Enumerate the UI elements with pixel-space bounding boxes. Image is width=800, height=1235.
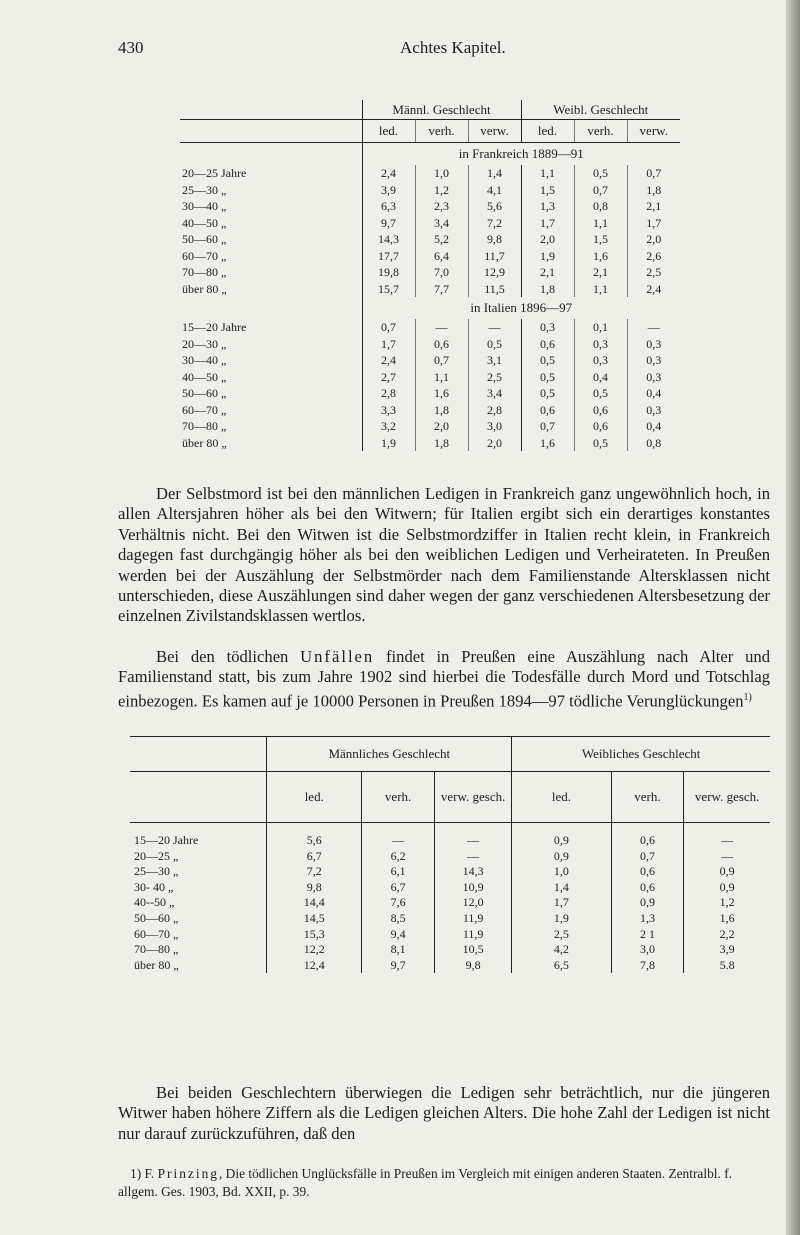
- table-cell: 1,0: [512, 864, 611, 880]
- table-cell: 3,1: [468, 352, 521, 369]
- table-cell: 7,0: [415, 264, 468, 281]
- table-cell: 9,8: [468, 231, 521, 248]
- table-cell: 0,5: [574, 385, 627, 402]
- table-row: [130, 927, 770, 943]
- table1-group-male: Männl. Geschlecht: [362, 100, 521, 120]
- table-cell: 14,4: [267, 895, 362, 911]
- footnote-ref: 1): [743, 691, 752, 703]
- age-label: 60—70 „: [134, 926, 179, 941]
- table-cell: 0,7: [415, 352, 468, 369]
- table-cell: 5,6: [468, 198, 521, 215]
- page-edge: [786, 0, 800, 1235]
- table-cell: 0,4: [627, 418, 680, 435]
- table-row: [180, 369, 680, 386]
- table-cell: 0,5: [521, 385, 574, 402]
- table-cell: 1,5: [521, 182, 574, 199]
- table-row: [180, 352, 680, 369]
- age-label: 60—70 „: [182, 248, 227, 263]
- age-label: 30- 40 „: [134, 879, 174, 894]
- table-cell: —: [415, 319, 468, 336]
- table-cell: 0,6: [521, 336, 574, 353]
- table-cell: 6,1: [362, 864, 435, 880]
- table-cell: 0,3: [627, 369, 680, 386]
- table2-group-female: Weibliches Geschlecht: [512, 737, 770, 772]
- age-label: über 80 „: [182, 281, 227, 296]
- table-cell: 12,9: [468, 264, 521, 281]
- table-cell: 2,5: [627, 264, 680, 281]
- table-cell: 2,5: [468, 369, 521, 386]
- table-cell: 10,5: [435, 942, 512, 958]
- table-cell: 1,6: [521, 435, 574, 452]
- table1-col-header: verh.: [574, 120, 627, 143]
- table-cell: 9,7: [362, 215, 415, 232]
- table-cell: 2,3: [415, 198, 468, 215]
- table-row: [130, 864, 770, 880]
- table1-group-female: Weibl. Geschlecht: [521, 100, 680, 120]
- spaced-term: Unfällen: [300, 647, 375, 666]
- table-cell: 1,1: [574, 281, 627, 298]
- table1-col-header: led.: [362, 120, 415, 143]
- table-cell: 11,7: [468, 248, 521, 265]
- table-cell: 3,3: [362, 402, 415, 419]
- accident-table: [130, 736, 770, 973]
- table-cell: 1,9: [521, 248, 574, 265]
- section-title: in Italien 1896—97: [362, 297, 680, 319]
- table-cell: 1,1: [521, 165, 574, 182]
- table-cell: 1,9: [362, 435, 415, 452]
- table-row: [180, 248, 680, 265]
- paragraph-text: Bei den tödlichen Unfällen findet in Preußen eine Auszählung nach Alter und Familienstand statt, bis zum Jahre 1902 sind hierbei die Todesfälle durch Mord und Totschlag einbezogen. Es kamen auf je 10000 Personen in Preußen 1894—97 tödliche Verunglückungen$^{1)}$: [118, 647, 770, 711]
- paragraph-text: Bei beiden Geschlechtern überwiegen die Ledigen sehr beträchtlich, nur die jüngeren Witwer haben höhere Ziffern als die Ledigen gleichen Alters. Die hohe Zahl der Ledigen ist nicht nur darauf zurückzuführen, daß den: [118, 1083, 770, 1143]
- table-cell: 0,5: [521, 369, 574, 386]
- paragraph-accidents: [118, 647, 770, 712]
- footnote-marker: 1) F.: [130, 1166, 155, 1181]
- table-row: [180, 165, 680, 182]
- table-cell: 6,7: [267, 849, 362, 865]
- age-label: 15—20 Jahre: [182, 320, 247, 334]
- table-cell: 10,9: [435, 880, 512, 896]
- table-cell: 1,7: [521, 215, 574, 232]
- table-row: [130, 833, 770, 849]
- table-row: [180, 281, 680, 298]
- table-cell: 3,2: [362, 418, 415, 435]
- table-cell: 0,5: [521, 352, 574, 369]
- table-cell: 5.8: [684, 958, 770, 974]
- age-label: 25—30 „: [182, 182, 227, 197]
- table-cell: 0,9: [684, 880, 770, 896]
- table-cell: 17,7: [362, 248, 415, 265]
- table-cell: 14,3: [435, 864, 512, 880]
- table-row: [180, 264, 680, 281]
- age-label: 50—60 „: [182, 386, 227, 400]
- table-row: [130, 849, 770, 865]
- table-cell: 2,5: [512, 927, 611, 943]
- table-cell: 2,4: [627, 281, 680, 298]
- table-cell: 1,8: [521, 281, 574, 298]
- table-cell: 0,1: [574, 319, 627, 336]
- table-row: [130, 942, 770, 958]
- table-cell: 12,0: [435, 895, 512, 911]
- paragraph-suicide-commentary: [118, 484, 770, 627]
- table1-col-header: verw.: [468, 120, 521, 143]
- table-cell: 1,7: [627, 215, 680, 232]
- table-cell: 1,2: [684, 895, 770, 911]
- age-label: 60—70 „: [182, 402, 227, 417]
- table-cell: 2,8: [362, 385, 415, 402]
- age-label: 50—60 „: [182, 232, 227, 246]
- table-cell: —: [468, 319, 521, 336]
- age-label: 70—80 „: [134, 942, 179, 957]
- table1-col-header: led.: [521, 120, 574, 143]
- table-cell: 15,3: [267, 927, 362, 943]
- table-cell: 1,4: [468, 165, 521, 182]
- table-cell: 0,8: [627, 435, 680, 452]
- table-cell: 11,9: [435, 911, 512, 927]
- table-cell: 1,0: [415, 165, 468, 182]
- table1-col-header: verw.: [627, 120, 680, 143]
- table-cell: 5,6: [267, 833, 362, 849]
- table-cell: 14,5: [267, 911, 362, 927]
- table2-col-header: verw. gesch.: [684, 772, 770, 823]
- table-cell: 2,8: [468, 402, 521, 419]
- footnote-text: , Die tödlichen Unglücksfälle in Preußen im Vergleich mit einigen anderen Staaten. Zentralbl. f. allgem. Ges. 1903, Bd. XXII, p. 39.: [118, 1166, 733, 1199]
- table-cell: —: [627, 319, 680, 336]
- table-cell: 0,7: [521, 418, 574, 435]
- table-cell: 2,7: [362, 369, 415, 386]
- table-cell: 1,7: [512, 895, 611, 911]
- age-label: über 80 „: [134, 957, 179, 972]
- table-cell: 2,0: [468, 435, 521, 452]
- table-cell: —: [435, 849, 512, 865]
- table-cell: 1,8: [415, 402, 468, 419]
- paragraph-text: Der Selbstmord ist bei den männlichen Ledigen in Frankreich ganz ungewöhnlich hoch, in allen Altersjahren höher als bei den Witwern; für Italien ergibt sich ein derartiges konstantes Verhältnis nicht. Bei den Witwen ist die Selbstmordziffer in Italien recht klein, in Frankreich dagegen fast durchgängig höher als bei den weiblichen Ledigen und Verheirateten. In Preußen werden bei der Auszählung der Selbstmörder nach dem Familienstande Altersklassen nicht unterschieden, diese Auszählungen sind daher wegen der ganz verschiedenen Altersbesetzung der einzelnen Zivilstandsklassen wertlos.: [118, 484, 770, 626]
- table-cell: 2,6: [627, 248, 680, 265]
- table-cell: 12,4: [267, 958, 362, 974]
- suicide-table: [180, 100, 680, 451]
- table-cell: 2,2: [684, 927, 770, 943]
- table-cell: 8,1: [362, 942, 435, 958]
- table-cell: 1,3: [611, 911, 684, 927]
- table-cell: 19,8: [362, 264, 415, 281]
- table-row: [130, 911, 770, 927]
- table-cell: 0,5: [468, 336, 521, 353]
- table-cell: 4,2: [512, 942, 611, 958]
- table-cell: —: [684, 849, 770, 865]
- table1-col-header: verh.: [415, 120, 468, 143]
- table-cell: 0,7: [627, 165, 680, 182]
- table-cell: 0,3: [627, 352, 680, 369]
- age-label: 25—30 „: [134, 864, 179, 879]
- table-row: [180, 319, 680, 336]
- table-cell: 2,0: [627, 231, 680, 248]
- table-row: [130, 880, 770, 896]
- table-cell: 3,9: [684, 942, 770, 958]
- chapter-title: Achtes Kapitel.: [400, 38, 506, 57]
- table-row: [180, 435, 680, 452]
- table-cell: —: [435, 833, 512, 849]
- table-cell: 0,4: [574, 369, 627, 386]
- table-cell: 5,2: [415, 231, 468, 248]
- table-cell: 4,1: [468, 182, 521, 199]
- table2-col-header: verh.: [611, 772, 684, 823]
- table-cell: 0,9: [512, 849, 611, 865]
- age-label: 40—50 „: [182, 369, 227, 384]
- table-cell: 1,6: [684, 911, 770, 927]
- table-cell: 0,6: [611, 833, 684, 849]
- table-cell: 0,3: [521, 319, 574, 336]
- table-cell: 3,4: [415, 215, 468, 232]
- table-cell: 2 1: [611, 927, 684, 943]
- table-cell: 0,7: [611, 849, 684, 865]
- table2-group-male: Männliches Geschlecht: [267, 737, 512, 772]
- footnote: [118, 1165, 773, 1200]
- age-label: 40--50 „: [134, 895, 175, 910]
- table-row: [180, 402, 680, 419]
- table-cell: 0,8: [574, 198, 627, 215]
- age-label: 30—40 „: [182, 353, 227, 367]
- age-label: 20—30 „: [182, 336, 227, 351]
- table-cell: 1,8: [627, 182, 680, 199]
- table-cell: 9,7: [362, 958, 435, 974]
- table-cell: 7,7: [415, 281, 468, 298]
- table-cell: 0,6: [415, 336, 468, 353]
- table-cell: 1,4: [512, 880, 611, 896]
- footnote-author: Prinzing: [157, 1166, 219, 1181]
- table-cell: 2,4: [362, 165, 415, 182]
- table-cell: 0,7: [574, 182, 627, 199]
- table-cell: 3,9: [362, 182, 415, 199]
- age-label: 15—20 Jahre: [134, 833, 199, 847]
- table-cell: 0,7: [362, 319, 415, 336]
- age-label: 70—80 „: [182, 265, 227, 279]
- table-cell: 1,5: [574, 231, 627, 248]
- table-cell: 0,3: [627, 402, 680, 419]
- page-header: [0, 38, 760, 62]
- table-cell: 7,2: [468, 215, 521, 232]
- table-cell: 9,4: [362, 927, 435, 943]
- table-cell: —: [362, 833, 435, 849]
- table2-corner: [130, 737, 267, 772]
- table-cell: 6,7: [362, 880, 435, 896]
- table-cell: —: [684, 833, 770, 849]
- table-cell: 0,9: [684, 864, 770, 880]
- age-label: über 80 „: [182, 435, 227, 450]
- table-cell: 1,1: [574, 215, 627, 232]
- table-cell: 0,4: [627, 385, 680, 402]
- table-cell: 7,2: [267, 864, 362, 880]
- table-row: [130, 895, 770, 911]
- table-cell: 3,4: [468, 385, 521, 402]
- table-row: [180, 418, 680, 435]
- table-cell: 2,1: [574, 264, 627, 281]
- table2-col-header: led.: [512, 772, 611, 823]
- table-cell: 1,9: [512, 911, 611, 927]
- table-cell: 0,6: [574, 402, 627, 419]
- table1-corner: [180, 100, 362, 120]
- table-cell: 0,9: [512, 833, 611, 849]
- table-cell: 1,6: [415, 385, 468, 402]
- table-cell: 0,3: [627, 336, 680, 353]
- table-row: [180, 336, 680, 353]
- table-cell: 0,6: [611, 880, 684, 896]
- table-cell: 9,8: [435, 958, 512, 974]
- table-cell: 1,7: [362, 336, 415, 353]
- table-cell: 0,5: [574, 165, 627, 182]
- table-cell: 12,2: [267, 942, 362, 958]
- table-cell: 11,9: [435, 927, 512, 943]
- table-cell: 0,5: [574, 435, 627, 452]
- table-cell: 3,0: [611, 942, 684, 958]
- table-cell: 7,6: [362, 895, 435, 911]
- section-title: in Frankreich 1889—91: [362, 143, 680, 166]
- table-cell: 1,8: [415, 435, 468, 452]
- table-cell: 8,5: [362, 911, 435, 927]
- table-cell: 2,0: [521, 231, 574, 248]
- table-cell: 2,4: [362, 352, 415, 369]
- table-cell: 3,0: [468, 418, 521, 435]
- table-row: [180, 231, 680, 248]
- table-cell: 11,5: [468, 281, 521, 298]
- table-row: [180, 182, 680, 199]
- age-label: 40—50 „: [182, 215, 227, 230]
- table-cell: 2,1: [627, 198, 680, 215]
- table-cell: 15,7: [362, 281, 415, 298]
- table2-col-header: led.: [267, 772, 362, 823]
- table-cell: 1,3: [521, 198, 574, 215]
- table-cell: 1,1: [415, 369, 468, 386]
- table-cell: 14,3: [362, 231, 415, 248]
- table-cell: 0,9: [611, 895, 684, 911]
- age-label: 50—60 „: [134, 910, 179, 925]
- age-label: 70—80 „: [182, 419, 227, 433]
- table-cell: 0,3: [574, 352, 627, 369]
- table-row: [180, 198, 680, 215]
- table-cell: 0,6: [611, 864, 684, 880]
- table2-col-header: verh.: [362, 772, 435, 823]
- age-label: 20—25 Jahre: [182, 166, 247, 180]
- table-cell: 6,5: [512, 958, 611, 974]
- table-cell: 1,6: [574, 248, 627, 265]
- table-cell: 1,2: [415, 182, 468, 199]
- table-cell: 9,8: [267, 880, 362, 896]
- table2-col-header: verw. gesch.: [435, 772, 512, 823]
- table-cell: 0,6: [521, 402, 574, 419]
- table-cell: 2,1: [521, 264, 574, 281]
- table-cell: 6,3: [362, 198, 415, 215]
- paragraph-conclusion: [118, 1083, 770, 1144]
- page-number: 430: [118, 38, 144, 57]
- table-cell: 7,8: [611, 958, 684, 974]
- table-cell: 6,4: [415, 248, 468, 265]
- table-row: [130, 958, 770, 974]
- age-label: 30—40 „: [182, 199, 227, 213]
- table-cell: 2,0: [415, 418, 468, 435]
- table-cell: 0,6: [574, 418, 627, 435]
- age-label: 20—25 „: [134, 848, 179, 863]
- table-row: [180, 215, 680, 232]
- table-cell: 0,3: [574, 336, 627, 353]
- table-row: [180, 385, 680, 402]
- table-cell: 6,2: [362, 849, 435, 865]
